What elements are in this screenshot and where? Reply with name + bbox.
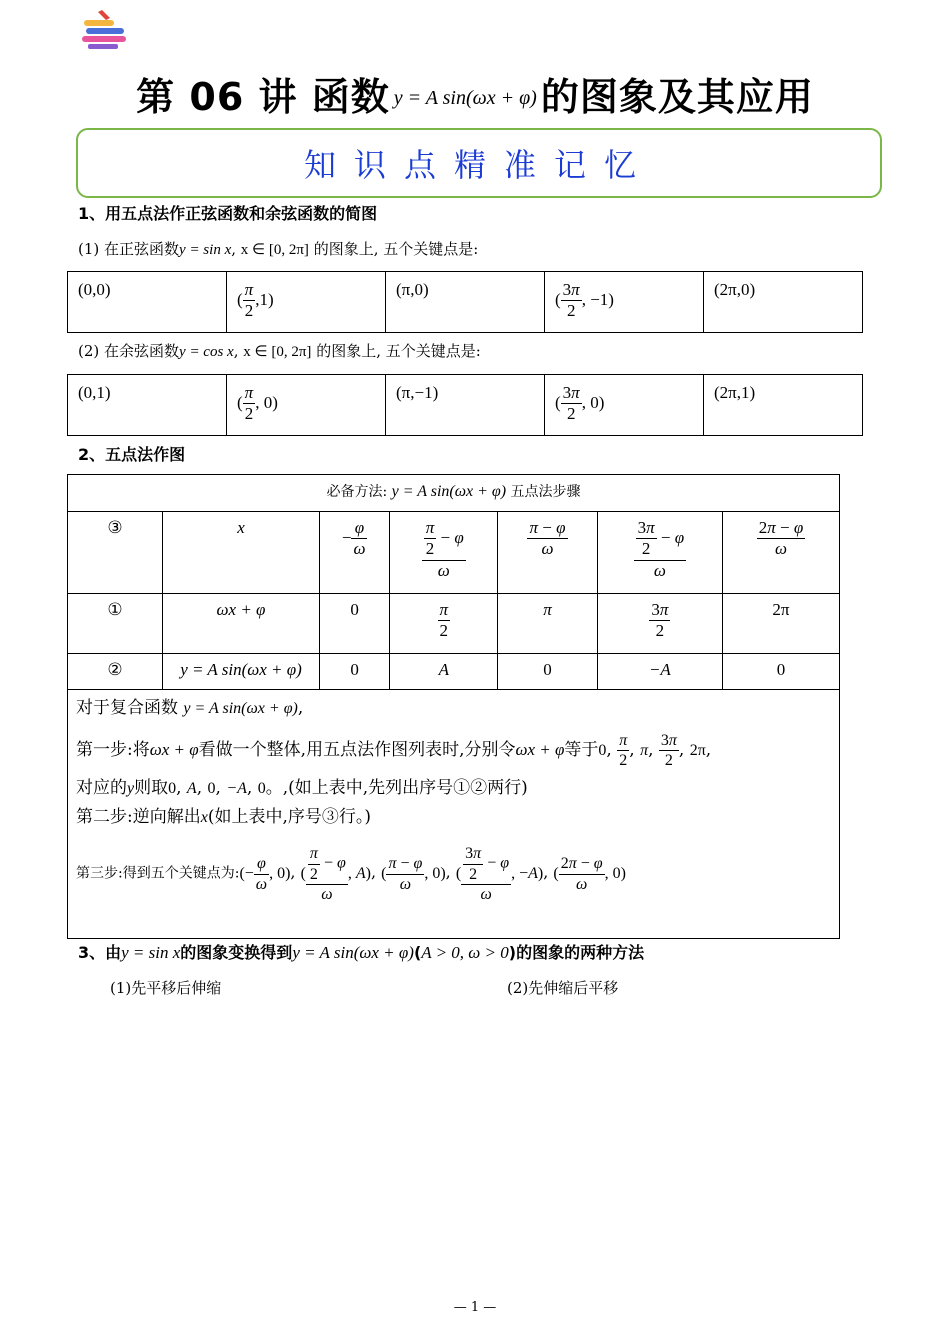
y-cell-1: 0 [320,654,390,690]
method-note: 对于复合函数 y = A sin(ωx + φ), 第一步:将ωx + φ看做一个整体,用五点法作图列表时,分别令ωx + φ等于0, $\frac{\pi}{2}$ , π, $\frac{3\pi}{2}$ , 2π, 对应的y则取0, A, 0, −A, 0。,(如上表中,先列出序号①②两行) 第二步:逆向解出x(如上表中,序号③行。) 第三步:得到五个关键点为:(− $\frac{\varphi}{\omega}$ , 0), ( $\frac{\pi}{2}$ − φ ω , A), ( $\frac{\pi - \varphi}{\omega}$ , 0), ( $\frac{3\pi}{2}$ − φ ω , −A), ( $\frac{2\pi - \varphi}{\omega}$ , 0) [68,690,840,939]
phase-cell-1: 0 [320,594,390,654]
section2-heading: 2、五点法作图 [78,445,186,464]
books-logo-icon [80,8,128,50]
method-1: (1)先平移后伸缩 [110,979,222,997]
phase-cell-2: $\frac{\pi}{2}$ [390,594,498,654]
y-cell-3: 0 [498,654,598,690]
row-variable: y = A sin(ωx + φ) [163,654,320,690]
five-point-table [67,474,840,939]
page-title: 第 06 讲 函数 y = A sin(ωx + φ) 的图象及其应用 [136,75,814,119]
table-row-phase [68,594,840,654]
sine-points-table [67,271,863,333]
table-title: 必备方法: y = A sin(ωx + φ) 五点法步骤 [68,475,840,512]
sine-point-5: (2π,0) [704,272,863,333]
cos-points-table [67,374,863,436]
section3-heading: 3、由y = sin x的图象变换得到y = A sin(ωx + φ)(A > 0, ω > 0)的图象的两种方法 [78,943,645,962]
cos-point-2: ( $\frac{\pi}{2}$ , 0) [227,375,386,436]
phase-cell-3: π [498,594,598,654]
table-row-x [68,512,840,594]
y-cell-5: 0 [722,654,839,690]
x-cell-3: $\frac{\pi - \varphi}{\omega}$ [498,512,598,594]
banner-text: 知识点精准记忆 [303,146,654,184]
sine-point-3: (π,0) [386,272,545,333]
sine-point-4: ( $\frac{3\pi}{2}$ , −1) [545,272,704,333]
x-cell-4: $\frac{3\pi}{2}$ − φ ω [597,512,722,594]
row-label: ② [68,654,163,690]
cos-point-1: (0,1) [68,375,227,436]
row-variable: x [163,512,320,594]
method-2: (2)先伸缩后平移 [507,979,619,997]
table-row-y [68,654,840,690]
row-label: ③ [68,512,163,594]
y-cell-2: A [390,654,498,690]
phase-cell-4: $\frac{3\pi}{2}$ [597,594,722,654]
page-number: — 1 — [453,1300,497,1315]
sine-point-2: ( $\frac{\pi}{2}$ ,1) [227,272,386,333]
section1-heading: 1、用五点法作正弦函数和余弦函数的简图 [78,204,378,223]
row-label: ① [68,594,163,654]
row-variable: ωx + φ [163,594,320,654]
sine-intro: (1) 在正弦函数y = sin x, x ∈ [0, 2π] 的图象上, 五个关键点是: [78,240,479,258]
x-cell-5: $\frac{2\pi - \varphi}{\omega}$ [722,512,839,594]
x-cell-2: $\frac{\pi}{2}$ − φ ω [390,512,498,594]
cos-point-5: (2π,1) [704,375,863,436]
phase-cell-5: 2π [722,594,839,654]
cos-intro: (2) 在余弦函数y = cos x, x ∈ [0, 2π] 的图象上, 五个关键点是: [78,342,481,360]
sine-point-1: (0,0) [68,272,227,333]
cos-point-4: ( $\frac{3\pi}{2}$ , 0) [545,375,704,436]
y-cell-4: −A [597,654,722,690]
x-cell-1: − $\frac{\varphi}{\omega}$ [320,512,390,594]
cos-point-3: (π,−1) [386,375,545,436]
